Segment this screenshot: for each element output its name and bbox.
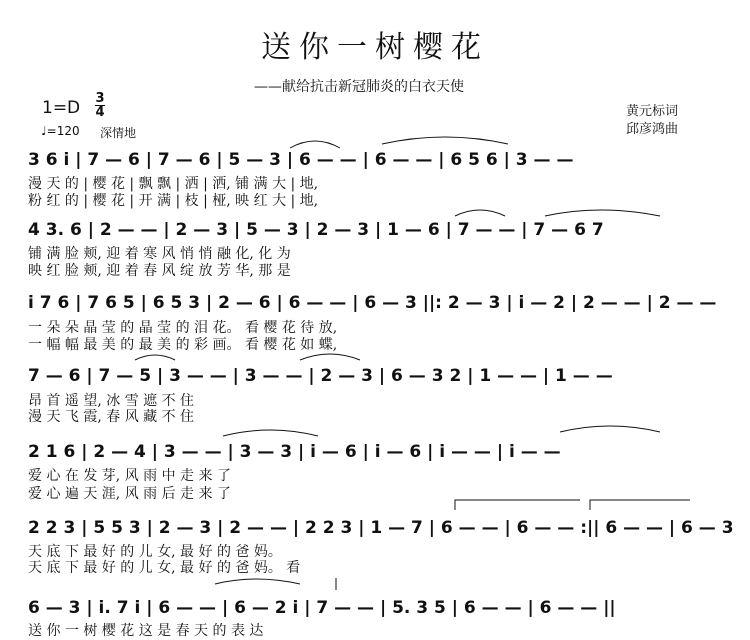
system-4-lyrics-verse-2: 漫 天 飞 霞, 春 风 藏 不 住 xyxy=(28,409,195,425)
lyricist-credit: 黄元标词 xyxy=(626,104,679,119)
subtitle: ——献给抗击新冠肺炎的白衣天使 xyxy=(254,79,464,95)
system-6-lyrics-verse-1: 天 底 下 最 好 的 儿 女, 最 好 的 爸 妈。 xyxy=(28,544,282,560)
time-signature-bottom: 4 xyxy=(95,105,105,120)
system-6-notes: 2 2 3 | 5 5 3 | 2 — 3 | 2 — — | 2 2 3 | 1 — 7 | 6 — — | 6 — — :|| 6 — — | 6 — 3 xyxy=(28,518,734,538)
slur-5 xyxy=(300,354,360,360)
system-6-lyrics-verse-2: 天 底 下 最 好 的 儿 女, 最 好 的 爸 妈。 看 xyxy=(28,560,301,576)
system-3-notes: i 7 6 | 7 6 5 | 6 5 3 | 2 — 6 | 6 — — | 6 — 3 ||: 2 — 3 | i — 2 | 2 — — | 2 — — xyxy=(28,293,717,313)
system-4-notes: 7 — 6 | 7 — 5 | 3 — — | 3 — — | 2 — 3 | 6 — 3 2 | 1 — — | 1 — — xyxy=(28,366,613,386)
system-2-lyrics-verse-2: 映 红 脸 颊, 迎 着 春 风 绽 放 芳 华, 那 是 xyxy=(28,263,291,279)
slur-3 xyxy=(455,210,505,216)
system-7-lyrics-verse-1: 送 你 一 树 樱 花 这 是 春 天 的 表 达 xyxy=(28,623,264,639)
system-1-lyrics-verse-2: 粉 红 的 | 樱 花 | 开 满 | 枝 | 桠, 映 红 大 | 地, xyxy=(28,193,319,209)
page-title: 送你一树樱花 xyxy=(261,30,489,65)
tempo-marking: ♩=120 xyxy=(41,124,80,138)
slur-2 xyxy=(382,137,508,144)
system-5-lyrics-verse-2: 爱 心 遍 天 涯, 风 雨 后 走 来 了 xyxy=(28,486,231,502)
system-5-lyrics-verse-1: 爱 心 在 发 芽, 风 雨 中 走 来 了 xyxy=(28,468,231,484)
system-2-notes: 4 3. 6 | 2 — — | 2 — 3 | 5 — 3 | 2 — 3 | 1 — 6 | 7 — — | 7 — 6 7 xyxy=(28,220,604,240)
system-7-notes: 6 — 3 | i. 7 i | 6 — — | 6 — 2 i | 7 — — | 5. 3 5 | 6 — — | 6 — — || xyxy=(28,598,616,618)
system-1-lyrics-verse-1: 漫 天 的 | 樱 花 | 飘 飘 | 洒 | 洒, 铺 满 大 | 地, xyxy=(28,176,319,192)
system-1-notes: 3 6 i | 7 — 6 | 7 — 6 | 5 — 3 | 6 — — | 6 — — | 6 5 6 | 3 — — xyxy=(28,150,574,170)
system-3-lyrics-verse-1: 一 朵 朵 晶 莹 的 晶 莹 的 泪 花。 看 樱 花 待 放, xyxy=(28,320,338,336)
ending-bracket-1 xyxy=(455,500,580,510)
slur-4 xyxy=(545,210,660,216)
slur-1 xyxy=(290,141,340,148)
slur-9 xyxy=(215,579,300,584)
slur-6 xyxy=(135,355,175,360)
composer-credit: 邱彦鸿曲 xyxy=(626,122,679,137)
ending-bracket-2 xyxy=(590,500,690,510)
time-signature-top: 3 xyxy=(95,91,105,106)
slur-7 xyxy=(223,430,318,436)
system-3-lyrics-verse-2: 一 幅 幅 最 美 的 最 美 的 彩 画。 看 樱 花 如 蝶, xyxy=(28,337,338,353)
system-4-lyrics-verse-1: 昂 首 遥 望, 冰 雪 遮 不 住 xyxy=(28,393,195,409)
slur-8 xyxy=(560,426,660,432)
system-5-notes: 2 1 6 | 2 — 4 | 3 — — | 3 — 3 | i — 6 | i — 6 | i — — | i — — xyxy=(28,442,561,462)
key-signature: 1=D xyxy=(42,98,81,118)
system-2-lyrics-verse-1: 铺 满 脸 颊, 迎 着 寒 风 悄 悄 融 化, 化 为 xyxy=(28,246,291,262)
expression-marking: 深情地 xyxy=(100,126,137,140)
